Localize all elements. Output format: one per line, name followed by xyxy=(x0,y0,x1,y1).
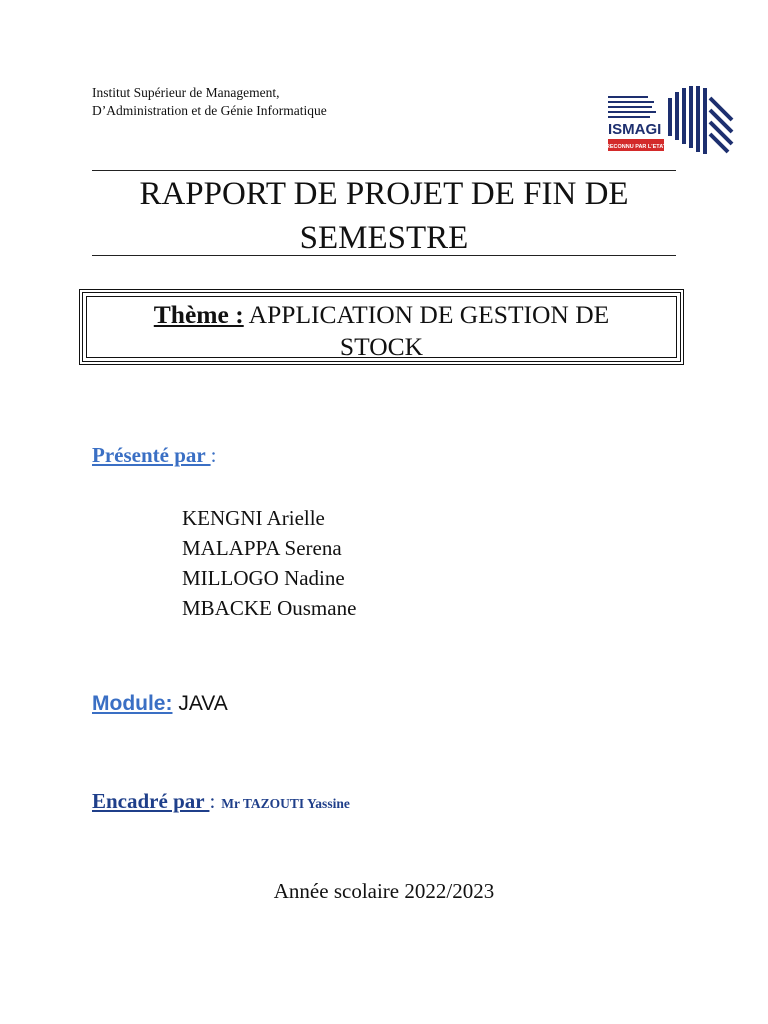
institution-name xyxy=(92,84,327,120)
supervised-by xyxy=(92,789,350,814)
module-value: JAVA xyxy=(172,692,228,715)
members-list xyxy=(182,503,356,623)
ismagi-logo xyxy=(606,84,738,158)
module-line xyxy=(92,692,228,716)
supervised-by-label: Encadré par xyxy=(92,789,210,813)
institution-line-1: Institut Supérieur de Management, xyxy=(92,85,280,100)
presented-by-colon: : xyxy=(210,443,217,467)
logo-tagline: RECONNU PAR L'ETAT xyxy=(606,144,667,150)
title-bottom-rule xyxy=(92,255,676,256)
report-title-line-1: RAPPORT DE PROJET DE FIN DE xyxy=(139,176,629,212)
member-item: KENGNI Arielle xyxy=(182,506,325,530)
ismagi-logo-graphic xyxy=(606,84,738,158)
presented-by-label: Présenté par xyxy=(92,443,211,467)
theme-label: Thème : xyxy=(153,300,244,329)
module-label: Module: xyxy=(92,692,173,715)
supervisor-name: Mr TAZOUTI Yassine xyxy=(221,796,350,811)
school-year: Année scolaire 2022/2023 xyxy=(273,879,495,903)
member-item: MALAPPA Serena xyxy=(182,536,342,560)
member-item: MILLOGO Nadine xyxy=(182,566,345,590)
member-item: MBACKE Ousmane xyxy=(182,596,357,620)
theme-value-line-2: STOCK xyxy=(339,332,424,361)
report-title xyxy=(92,172,676,260)
institution-line-2: D’Administration et de Génie Informatique xyxy=(92,103,327,118)
report-title-line-2: SEMESTRE xyxy=(299,220,469,256)
logo-brand-text: ISMAGI xyxy=(608,121,662,138)
theme-value-line-1: APPLICATION DE GESTION DE xyxy=(243,300,610,329)
theme-box xyxy=(79,289,684,365)
presented-by xyxy=(92,443,216,468)
supervised-by-colon: : xyxy=(209,789,216,813)
title-top-rule xyxy=(92,170,676,171)
